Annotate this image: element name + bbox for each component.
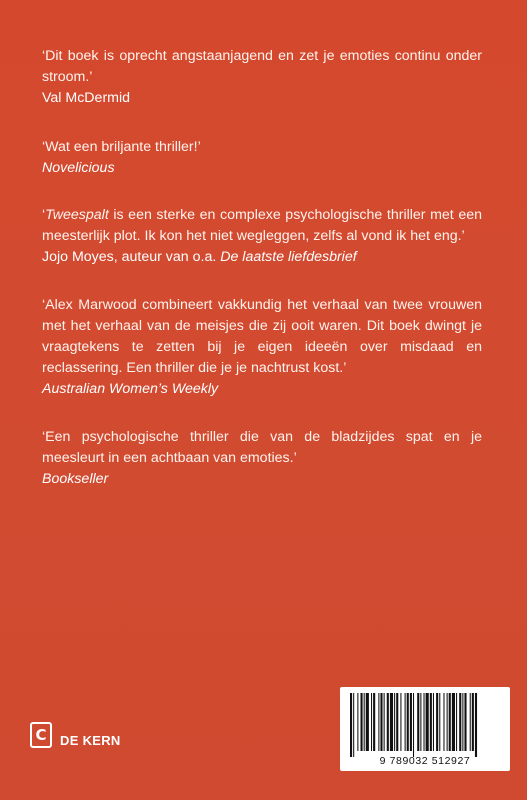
barcode-bar xyxy=(364,693,365,751)
quote-source: Australian Women’s Weekly xyxy=(42,381,219,397)
barcode-bar xyxy=(464,693,466,751)
barcode-bar xyxy=(417,693,419,751)
quote-source xyxy=(42,247,482,268)
review-quote xyxy=(42,295,482,400)
quote-source-title: De laatste liefdesbrief xyxy=(220,249,357,265)
quote-source: Bookseller xyxy=(42,471,109,487)
publisher-name: DE KERN xyxy=(60,732,121,748)
barcode-bar xyxy=(373,693,375,751)
barcode-bar xyxy=(378,693,379,751)
quote-text: ‘Wat een briljante thriller!’ xyxy=(42,139,201,155)
barcode-bar xyxy=(394,693,395,751)
barcode-bar xyxy=(357,693,358,751)
barcode-bar xyxy=(353,693,354,757)
barcode-bar xyxy=(410,693,412,751)
barcode-bar xyxy=(413,693,414,757)
review-quotes xyxy=(42,46,482,517)
publisher-mark xyxy=(30,722,121,748)
barcode-bar xyxy=(462,693,463,751)
quote-text xyxy=(42,205,482,247)
barcode-bar xyxy=(380,693,382,751)
barcode-bar xyxy=(459,693,461,751)
barcode-bar xyxy=(390,693,393,751)
barcode-bar xyxy=(350,693,352,757)
barcode-bar xyxy=(447,693,448,751)
barcode-bar xyxy=(439,693,440,751)
barcode-bar xyxy=(387,693,389,751)
barcode-bar xyxy=(366,693,369,751)
de-kern-logo-icon xyxy=(30,722,52,748)
quote-text: ‘Alex Marwood combineert vakkundig het verhaal van twee vrouwen met het verhaal van de meisjes die zij ooit waren. Dit boek dwingt je vraagtekens te zetten bij je eigen ideeën over misdaad en reclassering. Een thriller die je je nachtrust kost.’ xyxy=(42,297,482,376)
barcode-bar xyxy=(436,693,438,751)
barcode-bar xyxy=(433,693,434,751)
barcode-bar xyxy=(396,693,398,751)
barcode-bar xyxy=(384,693,385,751)
quote-source: Novelicious xyxy=(42,160,115,176)
review-quote xyxy=(42,137,482,179)
review-quote xyxy=(42,205,482,268)
barcode-bar xyxy=(470,693,471,751)
isbn-barcode xyxy=(340,687,510,771)
review-quote xyxy=(42,427,482,490)
quote-source-author: Jojo Moyes, auteur van o.a. xyxy=(42,249,221,265)
barcode-bar xyxy=(424,693,425,751)
barcode-bar xyxy=(361,693,363,751)
quote-source: Val McDermid xyxy=(42,90,131,106)
barcode-bar xyxy=(452,693,455,751)
barcode-bar xyxy=(426,693,429,751)
barcode-bar xyxy=(456,693,457,751)
barcode-bar xyxy=(472,693,474,751)
logo-letter: C xyxy=(35,725,47,744)
barcode-bar xyxy=(405,693,406,751)
book-title: Tweespalt xyxy=(45,207,109,223)
review-quote xyxy=(42,46,482,109)
quote-open-mark: ‘ xyxy=(42,207,46,223)
isbn-number: 9 789032 512927 xyxy=(379,755,471,767)
barcode-bar xyxy=(475,693,477,757)
barcode-bar xyxy=(400,693,401,751)
barcode-bar xyxy=(430,693,432,751)
barcode-bar xyxy=(407,693,409,751)
quote-text-rest: is een sterke en complexe psychologische thriller met een meesterlijk plot. Ik kon het niet wegleggen, zelfs al vond ik het eng.’ xyxy=(42,207,482,244)
quote-text: ‘Dit boek is oprecht angstaanjagend en zet je emoties continu onder stroom.’ xyxy=(42,48,482,85)
barcode-bar xyxy=(420,693,421,751)
barcode-bar xyxy=(371,693,372,751)
quote-text: ‘Een psychologische thriller die van de bladzijdes spat en je meesleurt in een achtbaan van emoties.’ xyxy=(42,429,482,466)
barcode-bar xyxy=(449,693,451,751)
barcode-bar xyxy=(443,693,444,751)
